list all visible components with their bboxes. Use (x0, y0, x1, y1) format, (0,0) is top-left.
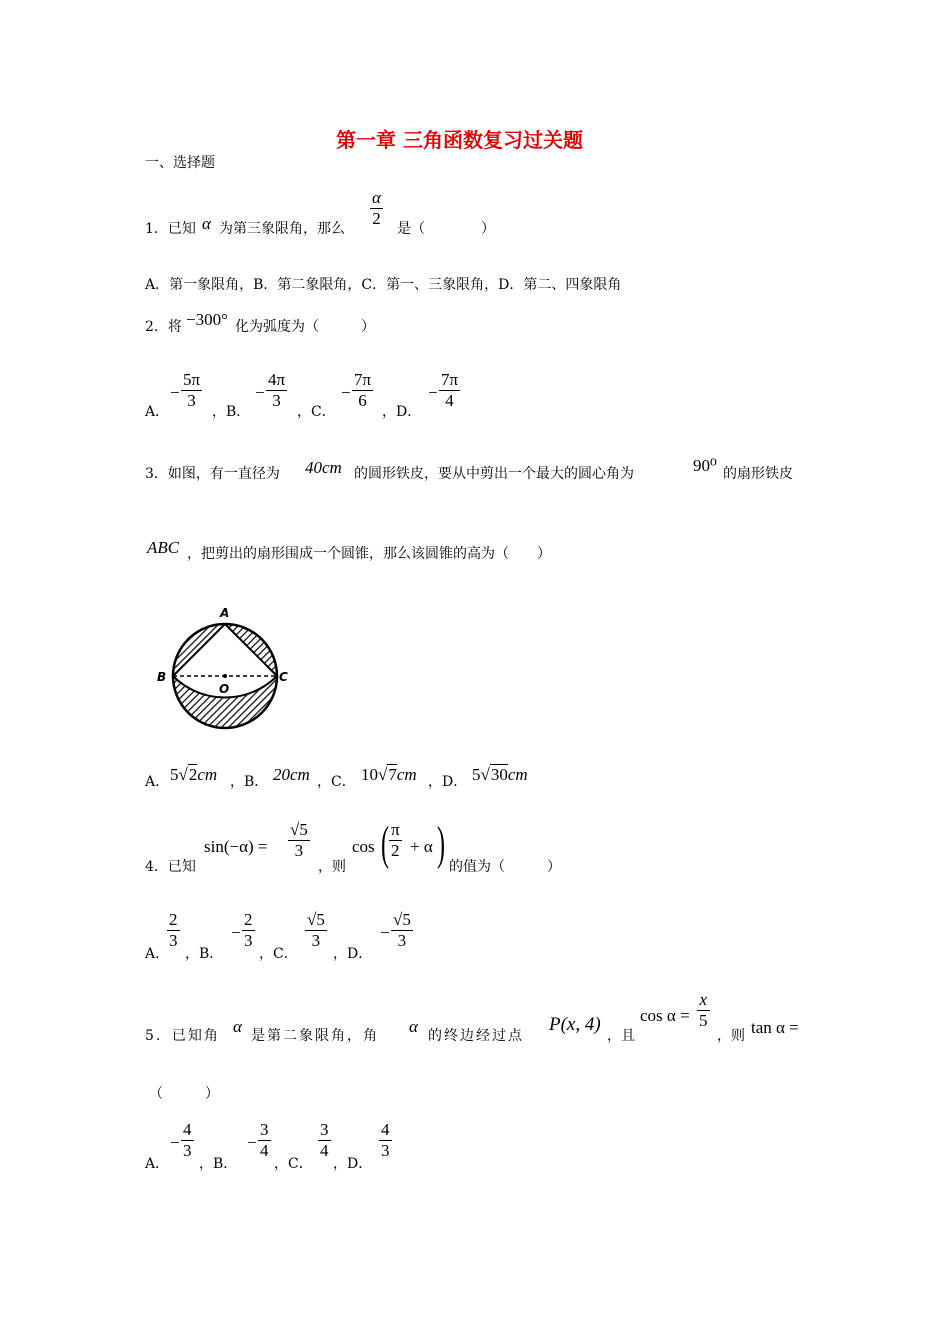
q4-cos-fraction (389, 820, 402, 861)
q2-b-den: 3 (272, 391, 281, 410)
q5-label-d: ，D． (333, 1156, 373, 1172)
q5-label-c: ，C． (274, 1156, 313, 1172)
q2-a-sign: − (170, 383, 180, 402)
q4-c-den: 3 (311, 931, 321, 950)
q4-sin-lhs: sin(−α) = (204, 837, 268, 856)
q4-sin-num: √5 (290, 820, 308, 839)
q5-cos-num: x (697, 990, 710, 1011)
q2-c-num: 7π (354, 370, 372, 389)
q5-cos-den: 5 (699, 1011, 708, 1030)
q2-option-d (439, 370, 460, 411)
q2-d-den: 4 (445, 391, 454, 410)
center-o (223, 674, 227, 678)
q3-label-c: ，C． (317, 774, 356, 790)
q5-b-den: 4 (260, 1141, 269, 1160)
q2-c-den: 6 (358, 391, 367, 410)
q3-c-rad: 7 (388, 765, 397, 784)
q5-cos-lhs: cos α = (640, 1006, 690, 1025)
q1-alpha: α (202, 214, 211, 233)
q1-frac-num: α (372, 188, 381, 207)
q4-sin-den: 3 (294, 841, 304, 860)
q5-then: ，则 (717, 1028, 745, 1044)
q5-point: P(x, 4) (549, 1014, 601, 1035)
q5-c-den: 4 (320, 1141, 329, 1160)
q5-cos-fraction (697, 990, 710, 1031)
q5-alpha-2: α (409, 1017, 418, 1036)
q5-prefix: 5．已知角 (145, 1028, 220, 1044)
q5-label-b: ，B． (199, 1156, 238, 1172)
q4-b-sign: − (231, 923, 241, 942)
q5-option-b (258, 1120, 271, 1161)
q2-c-sign: − (341, 383, 351, 402)
q5-tan: tan α = (751, 1018, 799, 1037)
q4-option-a (167, 910, 180, 951)
section-heading: 一、选择题 (145, 155, 215, 171)
q2-label-b: ，B． (212, 404, 251, 420)
q2-d-sign: − (428, 383, 438, 402)
q4-label-c: ，C． (259, 946, 298, 962)
q2-option-c (352, 370, 373, 411)
q4-cos-plus: + α (410, 837, 433, 856)
q1-options: A．第一象限角，B．第二象限角，C．第一、三象限角，D．第二、四象限角 (145, 277, 622, 293)
q3-a-unit: cm (197, 765, 218, 784)
q3-abc: ABC (147, 538, 180, 557)
q4-label-a: A． (145, 946, 170, 962)
q4-left-paren: ( (381, 817, 389, 870)
q1-mid: 为第三象限角，那么 (219, 221, 345, 237)
q4-b-num: 2 (244, 910, 253, 929)
q1-frac-den: 2 (372, 209, 381, 228)
q4-a-num: 2 (169, 910, 178, 929)
q4-d-sign: − (380, 923, 390, 942)
q4-label-b: ，B． (185, 946, 224, 962)
circle-sector-figure (150, 600, 300, 740)
q4-sin-fraction (288, 820, 310, 861)
q5-d-num: 4 (381, 1120, 390, 1139)
page-title: 第一章 三角函数复习过关题 (336, 128, 583, 152)
q4-a-den: 3 (169, 931, 178, 950)
q4-cos-den: 2 (391, 841, 400, 860)
q2-a-den: 3 (187, 391, 196, 410)
q5-a-num: 4 (183, 1120, 192, 1139)
q5-a-sign: − (170, 1133, 180, 1152)
q5-b-num: 3 (260, 1120, 269, 1139)
q4-option-d (391, 910, 413, 951)
q4-cos-num: π (391, 820, 400, 839)
q2-label-c: ，C． (297, 404, 336, 420)
q5-paren: （ ） (149, 1086, 219, 1102)
q2-option-b (266, 370, 287, 411)
label-c: C (279, 670, 288, 684)
label-b: B (157, 670, 167, 684)
q5-option-d (379, 1120, 392, 1161)
q3-suffix: 的扇形铁皮 (723, 466, 793, 482)
q2-value: −300° (186, 310, 228, 329)
q4-label-d: ，D． (333, 946, 373, 962)
q5-b-sign: − (247, 1133, 257, 1152)
q5-option-c (318, 1120, 331, 1161)
q2-b-sign: − (255, 383, 265, 402)
q5-d-den: 3 (381, 1141, 390, 1160)
q4-option-b (242, 910, 255, 951)
q4-cos-text: cos (352, 837, 375, 856)
q3-d-unit: cm (507, 765, 528, 784)
q3-label-b: ，B． (230, 774, 269, 790)
q3-c-coef: 10 (361, 765, 378, 784)
q4-d-den: 3 (397, 931, 407, 950)
q2-suffix: 化为弧度为（ ） (235, 319, 375, 335)
q1-fraction (370, 188, 383, 229)
label-a: A (220, 606, 230, 620)
q1-prefix: 1．已知 (145, 221, 196, 237)
q3-option-b: 20cm (273, 765, 310, 784)
q3-option-a: 5√2cm (170, 765, 218, 784)
q2-label-a: A． (145, 404, 170, 420)
q3-option-d: 5√30cm (472, 765, 528, 784)
q3-prefix: 3．如图，有一直径为 (145, 466, 280, 482)
q3-mid: 的圆形铁皮，要从中剪出一个最大的圆心角为 (354, 466, 634, 482)
q5-mid2: 的终边经过点 (428, 1028, 524, 1044)
q4-d-num: √5 (393, 910, 411, 929)
q4-b-den: 3 (244, 931, 253, 950)
q2-a-num: 5π (183, 370, 201, 389)
q3-c-unit: cm (396, 765, 417, 784)
q2-option-a (181, 370, 202, 411)
q3-angle: 90⁰ (693, 456, 717, 475)
q1-suffix: 是（ ） (397, 221, 495, 237)
q5-alpha-1: α (233, 1017, 242, 1036)
q5-and: ，且 (607, 1028, 635, 1044)
q4-prefix: 4．已知 (145, 859, 196, 875)
q4-option-c (305, 910, 327, 951)
q3-d-rad: 30 (490, 765, 508, 784)
q5-label-a: A． (145, 1156, 170, 1172)
q4-suffix: 的值为（ ） (449, 859, 561, 875)
q3-a-coef: 5 (170, 765, 179, 784)
q3-a-rad: 2 (188, 765, 198, 784)
q2-d-num: 7π (441, 370, 459, 389)
q4-then: ，则 (318, 859, 346, 875)
q2-label-d: ，D． (382, 404, 422, 420)
q3-label-d: ，D． (428, 774, 468, 790)
q3-line2: ，把剪出的扇形围成一个圆锥，那么该圆锥的高为（ ） (187, 546, 551, 562)
q3-option-c: 10√7cm (361, 765, 417, 784)
q2-prefix: 2．将 (145, 319, 182, 335)
q4-right-paren: ) (437, 817, 445, 870)
q5-c-num: 3 (320, 1120, 329, 1139)
q5-option-a (181, 1120, 194, 1161)
q3-diameter: 40cm (305, 458, 342, 477)
q2-b-num: 4π (268, 370, 286, 389)
q3-label-a: A． (145, 774, 170, 790)
q3-d-coef: 5 (472, 765, 481, 784)
q5-mid1: 是第二象限角，角 (251, 1028, 379, 1044)
label-o: O (219, 682, 230, 696)
q5-a-den: 3 (183, 1141, 192, 1160)
q4-c-num: √5 (307, 910, 325, 929)
